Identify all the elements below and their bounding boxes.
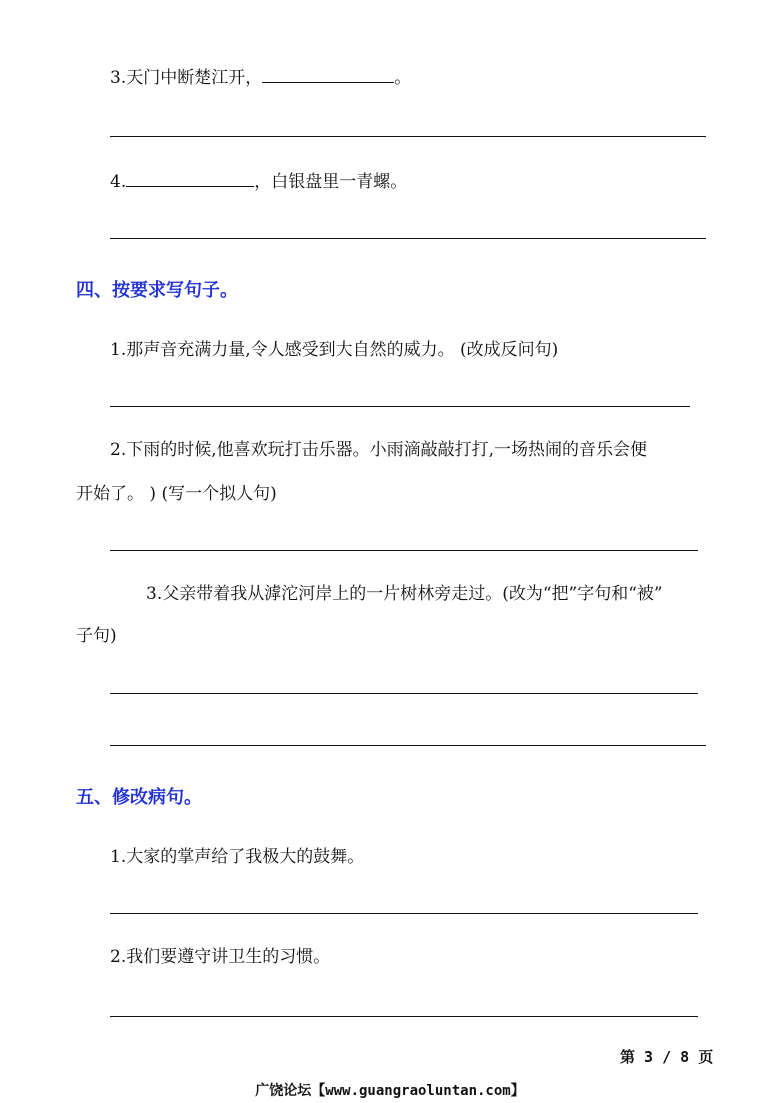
section-5-item-2: 2.我们要遵守讲卫生的习惯。 bbox=[110, 947, 331, 967]
answer-line[interactable] bbox=[110, 136, 706, 137]
section-4-title: 四、按要求写句子。 bbox=[76, 280, 238, 301]
answer-line[interactable] bbox=[110, 745, 706, 746]
section-5-item-1: 1.大家的掌声给了我极大的鼓舞。 bbox=[110, 847, 365, 867]
section-4-item-1: 1.那声音充满力量,令人感受到大自然的威力。 (改成反问句) bbox=[110, 340, 559, 360]
answer-line[interactable] bbox=[110, 238, 706, 239]
question-4-prefix: 4. bbox=[110, 172, 127, 192]
question-4-suffix: ，白银盘里一青螺。 bbox=[254, 172, 408, 192]
answer-line[interactable] bbox=[110, 550, 698, 551]
page-number: 第 3 / 8 页 bbox=[620, 1048, 714, 1066]
answer-blank-4[interactable] bbox=[126, 168, 254, 187]
section-4-item-2-line-1: 2.下雨的时候,他喜欢玩打击乐器。小雨滴敲敲打打,一场热闹的音乐会便 bbox=[110, 440, 648, 460]
answer-line[interactable] bbox=[110, 406, 690, 407]
question-3-prefix: 3.天门中断楚江开， bbox=[110, 68, 263, 88]
question-4-fill bbox=[110, 168, 407, 194]
question-3-suffix: 。 bbox=[394, 68, 412, 88]
question-3-fill bbox=[110, 64, 411, 90]
section-5-title: 五、修改病句。 bbox=[76, 787, 202, 808]
section-4-item-3-line-1: 3.父亲带着我从滹沱河岸上的一片树林旁走过。(改为“把”字句和“被” bbox=[146, 584, 663, 604]
answer-line[interactable] bbox=[110, 1016, 698, 1017]
footer-site-text: 广饶论坛【www.guangraoluntan.com】 bbox=[255, 1083, 525, 1099]
answer-line[interactable] bbox=[110, 693, 698, 694]
section-4-item-3-line-2: 子句) bbox=[76, 626, 117, 646]
answer-blank-3[interactable] bbox=[262, 64, 394, 83]
section-4-item-2-line-2: 开始了。 ) (写一个拟人句) bbox=[76, 484, 277, 504]
answer-line[interactable] bbox=[110, 913, 698, 914]
